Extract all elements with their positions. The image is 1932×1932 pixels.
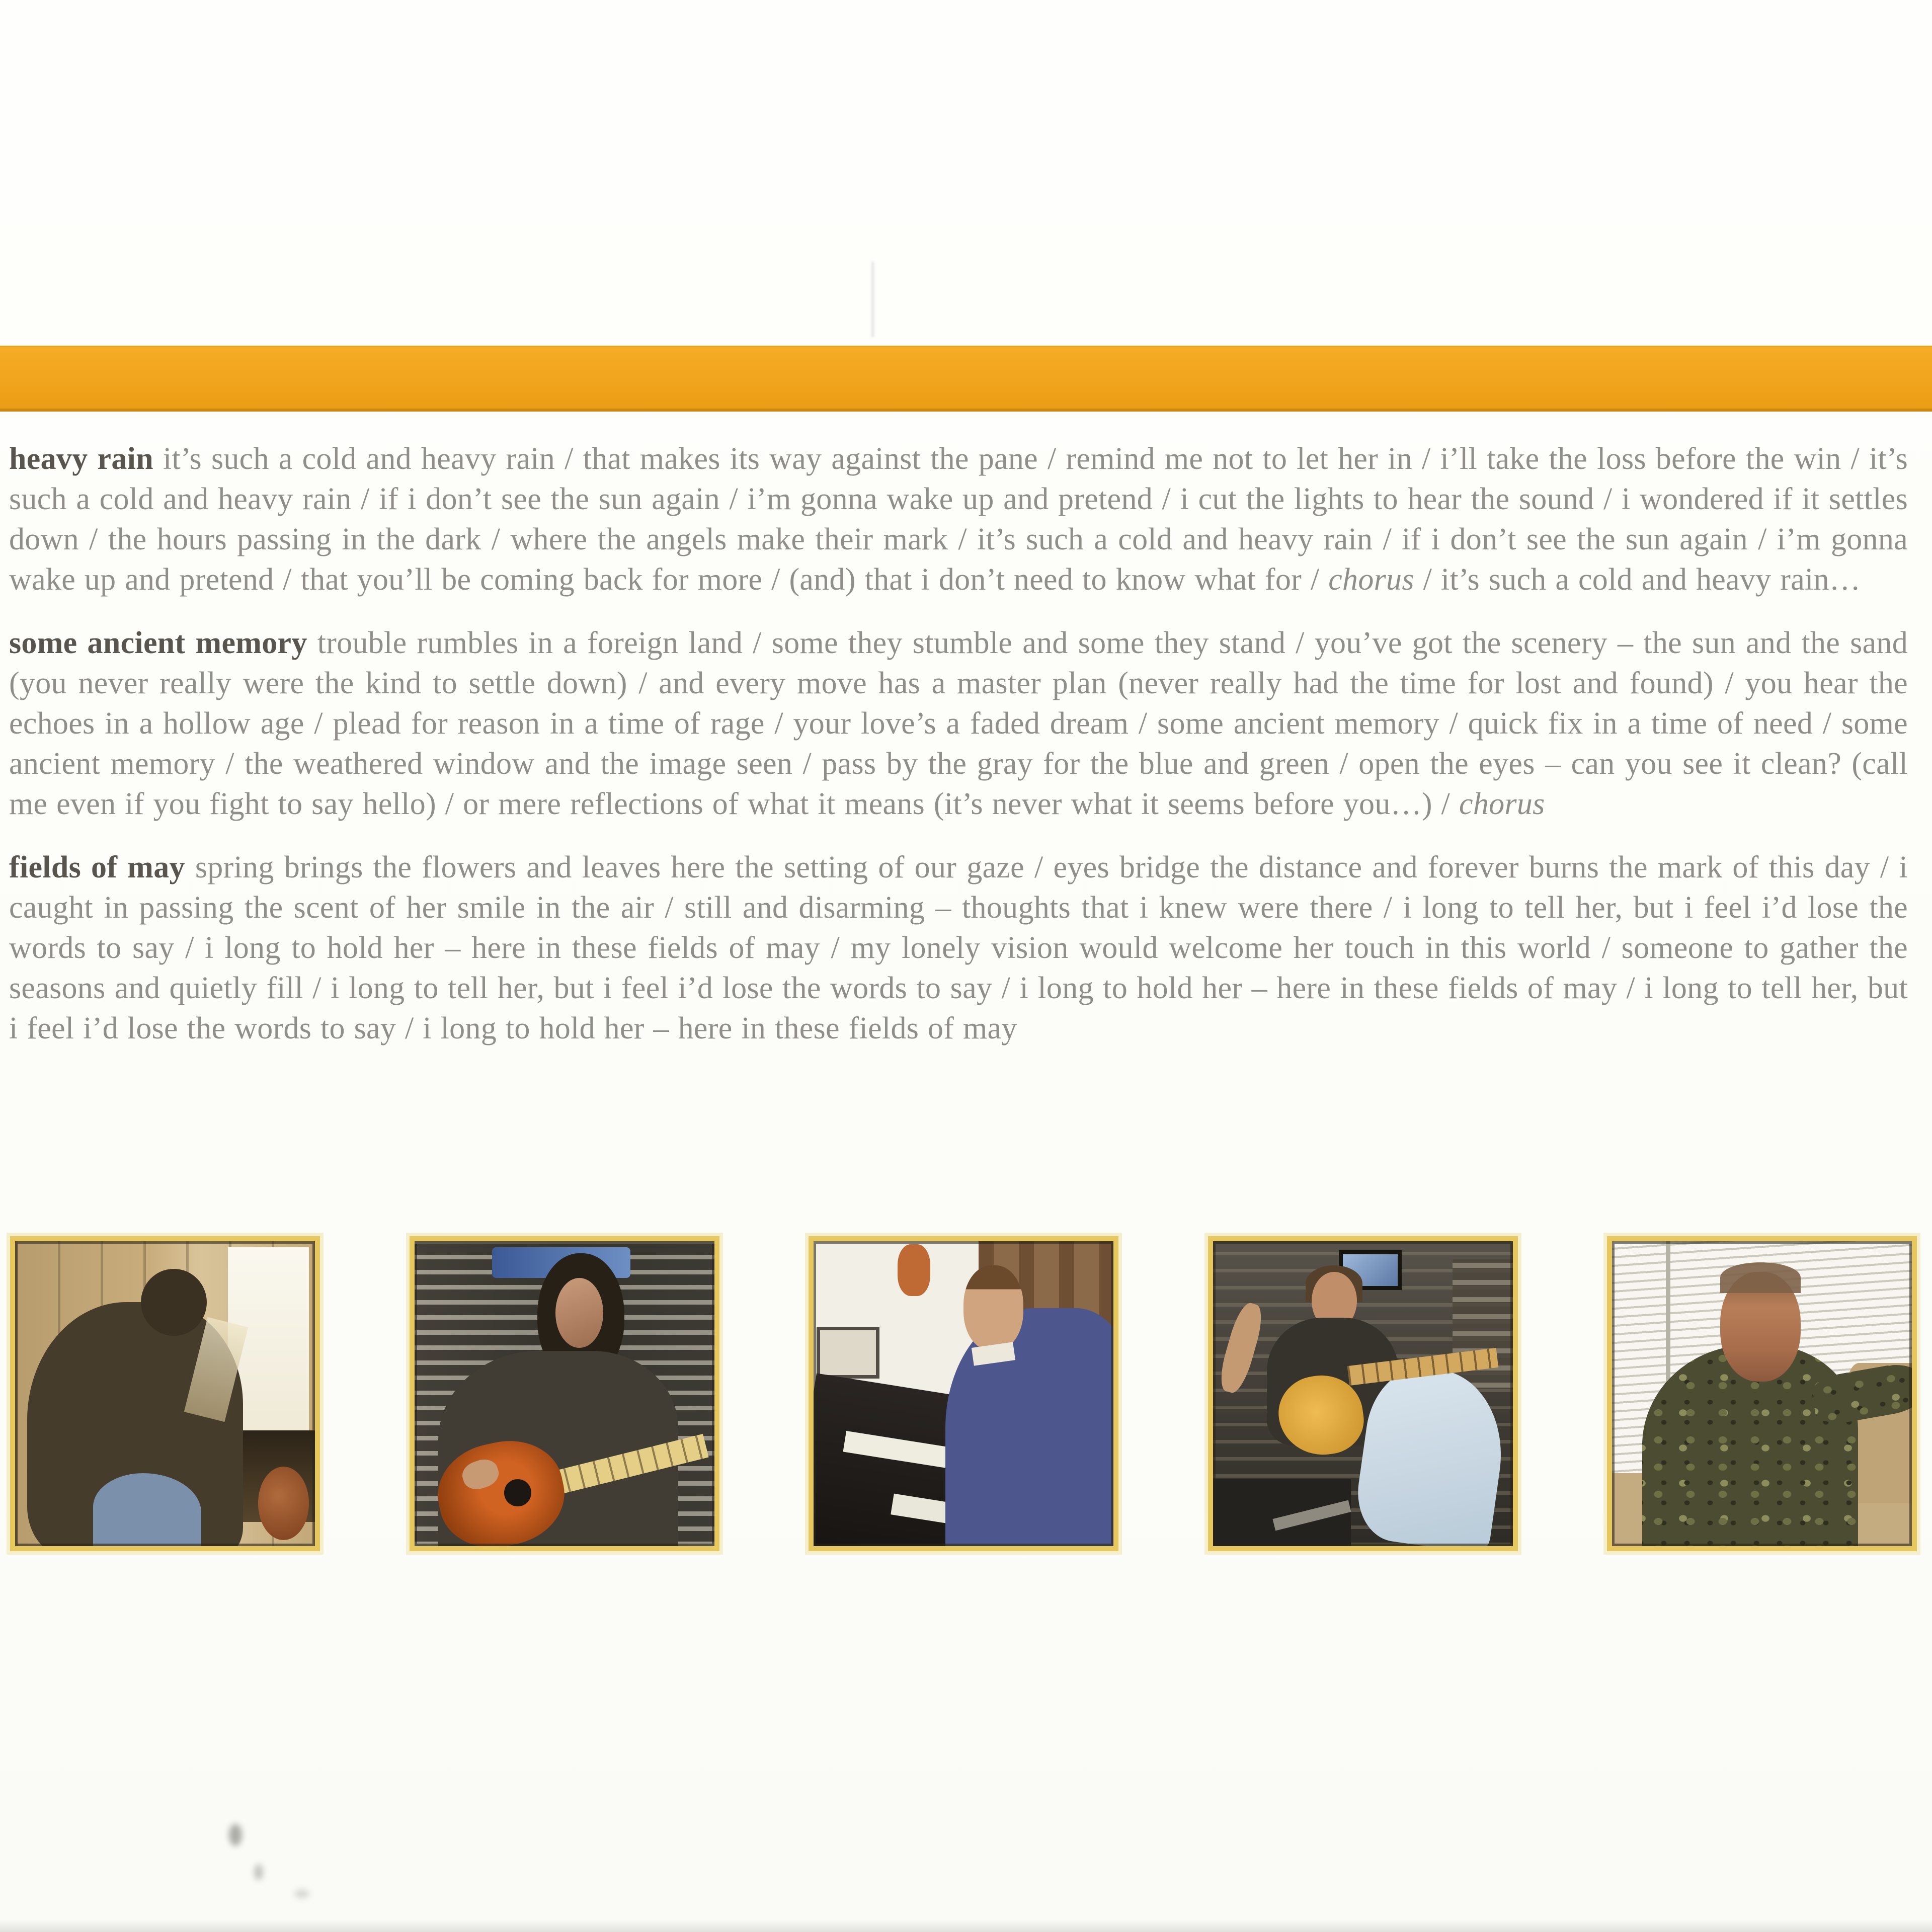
scan-crease — [871, 262, 874, 337]
song-lyrics: trouble rumbles in a foreign land / some they stumble and some they stand / you’ve got the scenery – the sun and the sand (you never really were the kind to settle down) / and every move has a master plan (never really had the time for lost and found) / you hear the echoes in a hollow age / plead for reason in a time of rage / your love’s a faded dream / some ancient memory / quick fix in a time of need / some ancient memory / the weathered window and the image seen / pass by the gray for the blue and green / open the eyes – can you see it clean? (call me even if you fight to say hello) / or mere reflections of what it means (it’s never what it seems before you…) / — [9, 626, 1908, 821]
scan-smudge — [254, 1864, 263, 1880]
chorus-marker: chorus — [1459, 787, 1545, 821]
song-lyrics: spring brings the flowers and leaves here the setting of our gaze / eyes bridge the distance and forever burns the mark of this day / i caught in passing the scent of her smile in the air / still and disarming – thoughts that i knew were there / i long to tell her, but i feel i’d lose the words to say / i long to hold her – here in these fields of may / my lonely vision would welcome her touch in this world / someone to gather the seasons and quietly fill / i long to tell her, but i feel i’d lose the words to say / i long to hold her – here in these fields of may / i long to tell her, but i feel i’d lose the words to say / i long to hold her – here in these fields of may — [9, 850, 1908, 1045]
scan-bottom-edge — [0, 1920, 1932, 1932]
divider-band — [0, 346, 1932, 412]
chorus-marker: chorus — [1328, 562, 1414, 597]
song-title: heavy rain — [9, 442, 163, 476]
lyrics-block — [9, 439, 1908, 1072]
song-paragraph — [9, 623, 1908, 824]
song-paragraph — [9, 847, 1908, 1049]
scan-smudge — [229, 1824, 242, 1846]
song-lyrics: / it’s such a cold and heavy rain… — [1414, 562, 1861, 597]
photo-keyboard-player — [809, 1236, 1118, 1551]
photo-bass-player — [410, 1236, 719, 1551]
photo-electric-guitarist — [1208, 1236, 1518, 1551]
song-title: some ancient memory — [9, 626, 317, 660]
scan-smudge — [294, 1889, 309, 1898]
song-lyrics: it’s such a cold and heavy rain / that makes its way against the pane / remind me not to let her in / i’ll take the loss before the win / it’s such a cold and heavy rain / if i don’t see the sun again / i’m gonna wake up and pretend / i cut the lights to hear the sound / i wondered if it settles down / the hours passing in the dark / where the angels make their mark / it’s such a cold and heavy rain / if i don’t see the sun again / i’m gonna wake up and pretend / that you’ll be coming back for more / (and) that i don’t need to know what for / — [9, 442, 1908, 597]
photo-strip — [10, 1236, 1917, 1551]
photo-acoustic-guitarist — [10, 1236, 320, 1551]
photo-portrait-camo — [1607, 1236, 1917, 1551]
song-paragraph — [9, 439, 1908, 600]
song-title: fields of may — [9, 850, 195, 884]
